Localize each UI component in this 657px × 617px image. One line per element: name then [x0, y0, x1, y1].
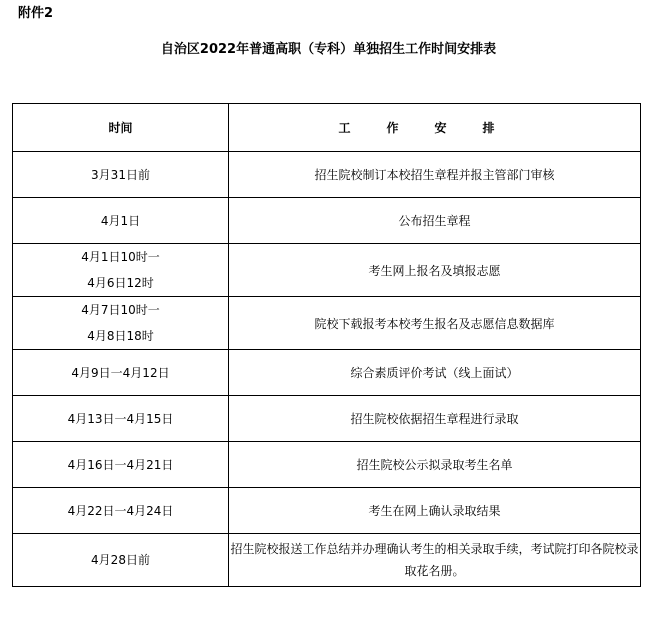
header-time: 时间 [13, 104, 229, 152]
time-text: 4月22日一4月24日 [67, 503, 174, 518]
time-cell [13, 488, 229, 534]
time-cell [13, 152, 229, 198]
time-cell [13, 198, 229, 244]
time-cell [13, 396, 229, 442]
time-text: 4月8日18时 [87, 329, 154, 343]
time-text: 4月6日12时 [87, 276, 154, 290]
table-header-row [13, 104, 641, 152]
task-cell: 综合素质评价考试（线上面试） [229, 350, 641, 396]
task-cell: 考生网上报名及填报志愿 [229, 244, 641, 297]
table-row [13, 244, 641, 297]
table-row [13, 350, 641, 396]
time-cell [13, 244, 229, 297]
task-cell: 招生院校报送工作总结并办理确认考生的相关录取手续，考试院打印各院校录取花名册。 [229, 534, 641, 587]
time-text: 4月28日前 [91, 553, 150, 567]
header-task: 工作安排 [229, 104, 641, 152]
table-row [13, 488, 641, 534]
time-text: 4月7日10时一 [81, 303, 160, 317]
table-row [13, 198, 641, 244]
time-text: 4月9日一4月12日 [71, 365, 170, 380]
task-cell: 公布招生章程 [229, 198, 641, 244]
time-cell [13, 297, 229, 350]
time-cell [13, 350, 229, 396]
task-cell: 院校下载报考本校考生报名及志愿信息数据库 [229, 297, 641, 350]
table-row [13, 297, 641, 350]
attachment-label: 附件2 [18, 6, 54, 21]
time-text: 4月13日一4月15日 [67, 411, 174, 426]
task-cell: 招生院校制订本校招生章程并报主管部门审核 [229, 152, 641, 198]
table-row [13, 534, 641, 587]
schedule-table [12, 103, 641, 587]
time-text: 4月16日一4月21日 [67, 457, 174, 472]
time-text: 3月31日前 [91, 167, 150, 182]
task-cell: 招生院校依据招生章程进行录取 [229, 396, 641, 442]
table-row [13, 442, 641, 488]
time-text: 4月1日 [100, 213, 141, 228]
table-row [13, 152, 641, 198]
task-cell: 招生院校公示拟录取考生名单 [229, 442, 641, 488]
document-title: 自治区2022年普通高职（专科）单独招生工作时间安排表 [160, 42, 497, 57]
time-cell [13, 534, 229, 587]
time-text: 4月1日10时一 [81, 250, 160, 264]
task-cell: 考生在网上确认录取结果 [229, 488, 641, 534]
table-row [13, 396, 641, 442]
time-cell [13, 442, 229, 488]
